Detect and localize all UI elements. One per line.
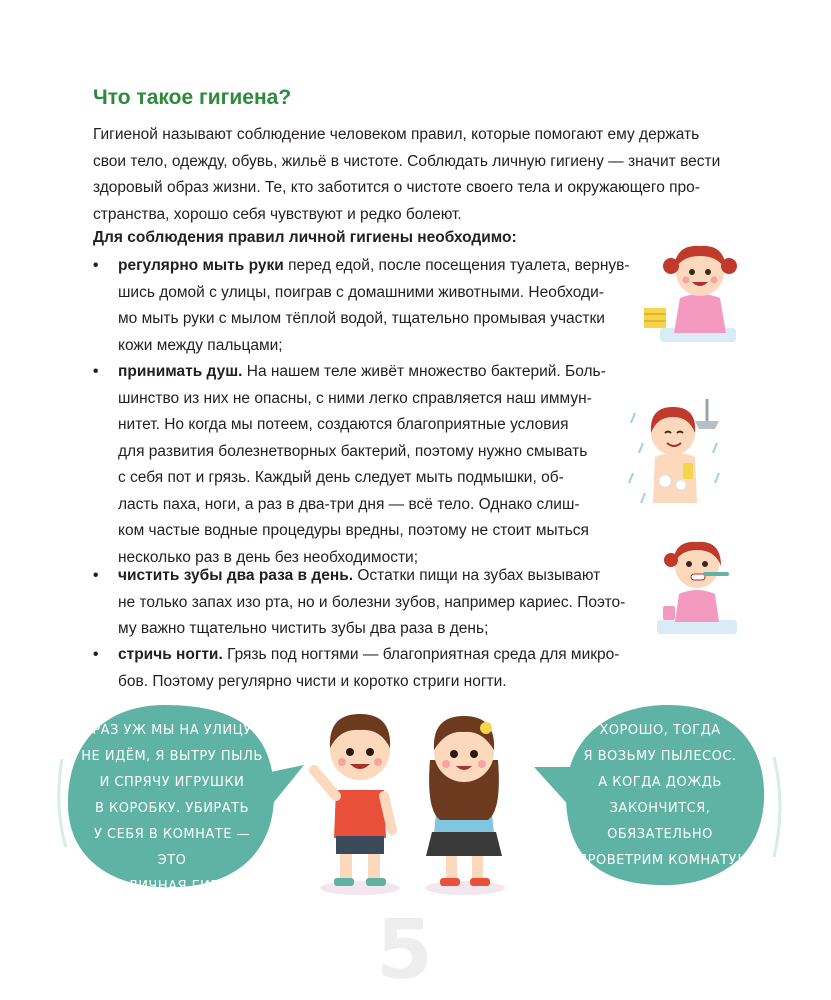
- girl-washing-hands-illustration: [640, 238, 740, 350]
- speech-bubble-boy-text: РАЗ УЖ МЫ НА УЛИЦУ НЕ ИДЁМ, Я ВЫТРУ ПЫЛЬ И СПРЯЧУ ИГРУШКИ В КОРОБКУ. УБИРАТЬ У СЕБЯ В КОМНАТЕ — ЭТО ТОЖЕ ЛИЧНАЯ ГИГИЕНА!: [80, 723, 264, 894]
- list-item-shower: • принимать душ. На нашем теле живёт множество бактерий. Боль- шинство из них не опасны, с ними легко справляется наш иммун- нитет. Но когда мы потеем, создаются благоприятные условия для развития болезнетворных бактерий, поэтому нужно смывать с себя пот и грязь. Каждый день следует мыть подмышки, об- ласть паха, ноги, а раз в два-три дня — всё тело. Однако слиш- ком частые водные процедуры вредны, поэтому не стоит мыться несколько раз в день без необходимости;: [93, 359, 634, 571]
- page-number: 5: [376, 903, 434, 998]
- bullet-bold: стричь ногти.: [118, 646, 223, 663]
- intro-paragraph: [93, 122, 742, 228]
- bullet-bold: регулярно мыть руки: [118, 257, 284, 274]
- children-illustration: [300, 700, 540, 900]
- list-heading: Для соблюдения правил личной гигиены необходимо:: [93, 229, 517, 246]
- bullet-icon: •: [93, 646, 99, 663]
- intro-line: здоровый образ жизни. Те, кто заботится о чистоте своего тела и окружающего про-: [93, 179, 700, 196]
- girl-shower-illustration: [625, 393, 725, 513]
- list-item-wash-hands: • регулярно мыть руки перед едой, после посещения туалета, вернув- шись домой с улицы, поиграв с домашними животными. Необходи- мо мыть руки с мылом тёплой водой, тщательно промывая участки кожи между пальцами;: [93, 253, 653, 359]
- speech-bubble-girl-text: ХОРОШО, ТОГДА Я ВОЗЬМУ ПЫЛЕСОС. А КОГДА ДОЖДЬ ЗАКОНЧИТСЯ, ОБЯЗАТЕЛЬНО ПРОВЕТРИМ КОМНАТУ!: [577, 723, 743, 868]
- page-title: Что такое гигиена?: [93, 86, 292, 109]
- list-item-brush-teeth: • чистить зубы два раза в день. Остатки пищи на зубах вызывают не только запах изо рта, но и болезни зубов, например кариес. Поэто- му важно тщательно чистить зубы два раза в день;: [93, 563, 653, 643]
- bullet-icon: •: [93, 567, 99, 584]
- bullet-bold: чистить зубы два раза в день.: [118, 567, 354, 584]
- bullet-icon: •: [93, 363, 99, 380]
- intro-line: странства, хорошо себя чувствуют и редко болеют.: [93, 205, 462, 223]
- girl-brushing-teeth-illustration: [655, 532, 740, 640]
- bullet-bold: принимать душ.: [118, 363, 243, 380]
- intro-line: Гигиеной называют соблюдение человеком правил, которые помогают ему держать: [93, 126, 700, 143]
- intro-line: свои тело, одежду, обувь, жильё в чистоте. Соблюдать личную гигиену — значит вести: [93, 152, 721, 170]
- list-item-cut-nails: • стричь ногти. Грязь под ногтями — благоприятная среда для микро- бов. Поэтому регулярно чисти и коротко стриги ногти.: [93, 642, 653, 695]
- bullet-icon: •: [93, 257, 99, 274]
